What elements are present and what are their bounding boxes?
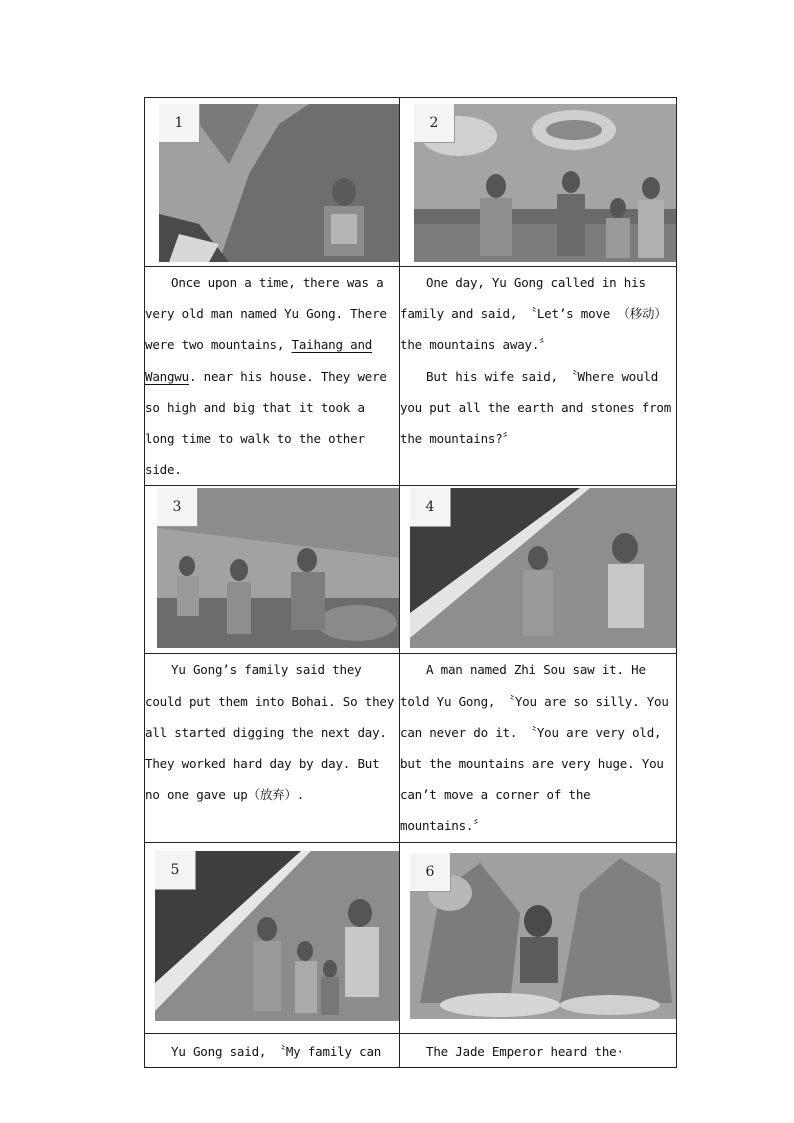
- panel-2-paragraph-2: But his wife said, 〝Where would you put all the earth and stones from the mountains?〞: [400, 368, 672, 447]
- panel-1-number: 1: [159, 104, 200, 143]
- panel-4-text: [400, 654, 677, 842]
- panel-3-image-cell: [145, 486, 400, 654]
- panel-1-image-cell: [145, 98, 400, 267]
- panel-2-illustration: [414, 104, 676, 262]
- panel-6-text: [400, 1033, 677, 1067]
- panel-2-number: 2: [414, 104, 455, 143]
- panel-2-paragraph-1: One day, Yu Gong called in his family and said, 〝Let’s move （移动） the mountains away.〞: [400, 275, 667, 353]
- story-page: [144, 97, 676, 1068]
- panel-1-paragraph: Once upon a time, there was a very old man named Yu Gong. There were two mountains, Taihang and Wangwu. near his house. They were so high and big that it took a long time to walk to the other side.: [145, 275, 387, 478]
- panel-3-illustration: [157, 488, 400, 648]
- panel-5-paragraph: Yu Gong said, 〝My family can: [171, 1043, 382, 1059]
- panel-4-image-cell: [400, 486, 677, 654]
- panel-1-illustration: [159, 104, 399, 262]
- panel-4-illustration: [410, 488, 676, 648]
- panel-4-paragraph: A man named Zhi Sou saw it. He told Yu Gong, 〝You are so silly. You can never do it. 〝You are very old, but the mountains are very huge. You can’t move a corner of the mountains.〞: [400, 662, 669, 834]
- story-table: [144, 97, 677, 1068]
- panel-5-image-cell: [145, 842, 400, 1033]
- panel-2-text: [400, 267, 677, 486]
- panel-4-number: 4: [410, 488, 451, 527]
- panel-5-text: [145, 1033, 400, 1067]
- panel-6-image-cell: [400, 842, 677, 1033]
- underlined-mountain-names: Taihang and Wangwu: [145, 337, 373, 384]
- panel-6-number: 6: [410, 853, 451, 892]
- panel-6-illustration: [410, 853, 676, 1019]
- panel-3-text: [145, 654, 400, 842]
- panel-5-number: 5: [155, 851, 196, 890]
- panel-1-text: [145, 267, 400, 486]
- panel-5-illustration: [155, 851, 399, 1021]
- panel-6-paragraph: The Jade Emperor heard the·: [426, 1043, 624, 1059]
- panel-3-number: 3: [157, 488, 198, 527]
- panel-2-image-cell: [400, 98, 677, 267]
- panel-3-paragraph: Yu Gong’s family said they could put them into Bohai. So they all started digging the next day. They worked hard day by day. But no one gave up（放弃）.: [145, 662, 395, 803]
